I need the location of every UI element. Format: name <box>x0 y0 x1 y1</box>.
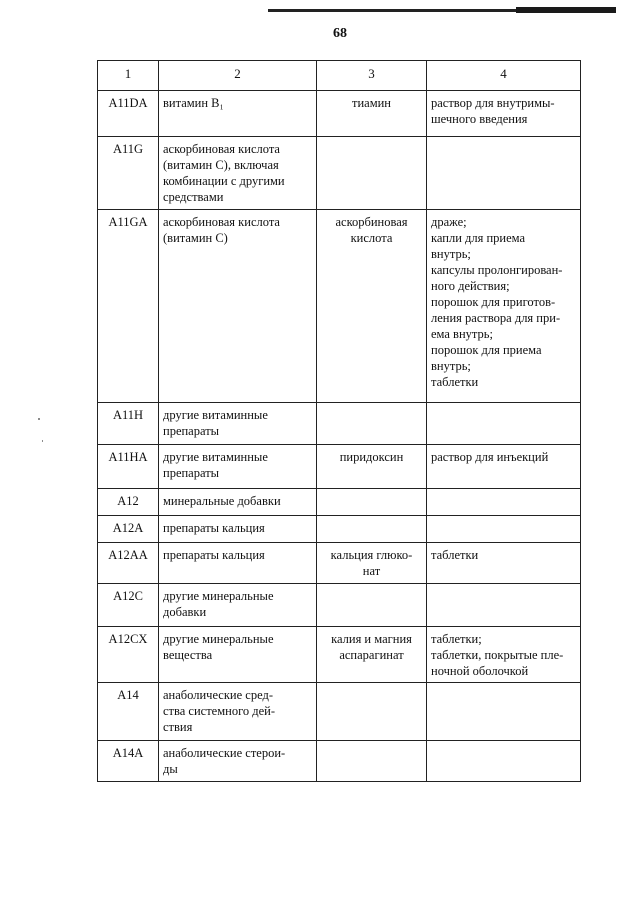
atc-code-cell: A12 <box>98 489 159 516</box>
dosage-form-cell-line: капли для приема <box>431 231 526 245</box>
dosage-form-cell-line: раствор для инъекций <box>431 450 549 464</box>
table-row <box>98 543 581 584</box>
substance-cell <box>317 403 427 445</box>
substance-cell-line: тиамин <box>352 96 391 110</box>
dosage-form-cell <box>427 741 581 782</box>
dosage-form-cell-line: таблетки <box>431 548 479 562</box>
table-row <box>98 445 581 489</box>
group-name-cell <box>159 210 317 403</box>
group-name-cell-line: препараты <box>163 424 220 438</box>
group-name-cell-line: препараты кальция <box>163 548 265 562</box>
dosage-form-cell-line: драже; <box>431 215 467 229</box>
dosage-form-cell-line: таблетки <box>431 375 479 389</box>
substance-cell <box>317 741 427 782</box>
group-name-cell <box>159 584 317 627</box>
header-cell-3: 3 <box>317 61 427 91</box>
dosage-form-cell <box>427 683 581 741</box>
dosage-form-cell <box>427 91 581 137</box>
dosage-form-cell-line: внутрь; <box>431 247 471 261</box>
atc-code-cell: A12A <box>98 516 159 543</box>
table-row <box>98 91 581 137</box>
dosage-form-cell-line: порошок для приготов- <box>431 295 556 309</box>
table-body <box>98 61 581 782</box>
group-name-cell-line: ды <box>163 762 178 776</box>
dosage-form-cell-line: порошок для приема <box>431 343 542 357</box>
header-row <box>98 61 581 91</box>
substance-cell <box>317 683 427 741</box>
atc-code-cell: A14 <box>98 683 159 741</box>
atc-code-cell: A12C <box>98 584 159 627</box>
table-row <box>98 489 581 516</box>
atc-code-cell: A11DA <box>98 91 159 137</box>
substance-cell <box>317 584 427 627</box>
dosage-form-cell <box>427 210 581 403</box>
group-name-cell-line: анаболические стерои- <box>163 746 286 760</box>
atc-code-cell: A11GA <box>98 210 159 403</box>
drug-table <box>97 60 581 782</box>
header-cell-1: 1 <box>98 61 159 91</box>
group-name-cell-line: анаболические сред- <box>163 688 273 702</box>
substance-cell-line: аспарагинат <box>339 648 404 662</box>
substance-cell-line: кальция глюко- <box>330 548 413 562</box>
group-name-cell-line: другие минеральные <box>163 632 274 646</box>
table-row <box>98 627 581 683</box>
table-row <box>98 210 581 403</box>
atc-code-cell: A11H <box>98 403 159 445</box>
atc-code-cell: A12CX <box>98 627 159 683</box>
substance-cell <box>317 489 427 516</box>
group-name-cell <box>159 445 317 489</box>
group-name-cell-line: ства системного дей- <box>163 704 276 718</box>
dosage-form-cell-line: таблетки, покрытые пле- <box>431 648 564 662</box>
substance-cell <box>317 445 427 489</box>
group-name-cell-line: другие витаминные <box>163 408 268 422</box>
substance-cell <box>317 210 427 403</box>
dosage-form-cell-line: ного действия; <box>431 279 510 293</box>
group-name-cell-line: другие витаминные <box>163 450 268 464</box>
substance-cell <box>317 627 427 683</box>
group-name-cell-line: добавки <box>163 605 207 619</box>
dosage-form-cell-line: шечного введения <box>431 112 528 126</box>
substance-cell <box>317 91 427 137</box>
dosage-form-cell <box>427 445 581 489</box>
atc-code-cell: A11HA <box>98 445 159 489</box>
scan-speck <box>42 440 43 442</box>
group-name-cell-line: минеральные добавки <box>163 494 281 508</box>
dosage-form-cell-line: раствор для внутримы- <box>431 96 555 110</box>
table-row <box>98 403 581 445</box>
dosage-form-cell-line: ночной оболочкой <box>431 664 529 678</box>
substance-cell <box>317 137 427 210</box>
substance-cell-line: пиридоксин <box>339 450 404 464</box>
header-cell-4: 4 <box>427 61 581 91</box>
scan-speck <box>38 418 40 420</box>
group-name-cell-line: препараты кальция <box>163 521 265 535</box>
dosage-form-cell-line: ления раствора для при- <box>431 311 561 325</box>
group-name-cell <box>159 137 317 210</box>
group-name-cell <box>159 683 317 741</box>
dosage-form-cell-line: капсулы пролонгирован- <box>431 263 563 277</box>
dosage-form-cell <box>427 516 581 543</box>
substance-cell <box>317 543 427 584</box>
substance-cell <box>317 516 427 543</box>
substance-cell-line: нат <box>362 564 381 578</box>
table-row <box>98 137 581 210</box>
dosage-form-cell-line: ема внутрь; <box>431 327 493 341</box>
group-name-cell-line: (витамин С) <box>163 231 228 245</box>
substance-cell-line: калия и магния <box>331 632 412 646</box>
group-name-cell <box>159 741 317 782</box>
dosage-form-cell <box>427 584 581 627</box>
table-row <box>98 741 581 782</box>
dosage-form-cell <box>427 627 581 683</box>
dosage-form-cell <box>427 543 581 584</box>
group-name-cell-line: препараты <box>163 466 220 480</box>
substance-cell-line: кислота <box>350 231 393 245</box>
group-name-cell-line: витамин B₁ <box>163 96 224 110</box>
dosage-form-cell-line: таблетки; <box>431 632 482 646</box>
group-name-cell <box>159 403 317 445</box>
substance-cell-line: аскорбиновая <box>335 215 408 229</box>
group-name-cell-line: аскорбиновая кислота <box>163 215 280 229</box>
group-name-cell <box>159 627 317 683</box>
atc-code-cell: A11G <box>98 137 159 210</box>
group-name-cell-line: другие минеральные <box>163 589 274 603</box>
group-name-cell <box>159 516 317 543</box>
header-cell-2: 2 <box>159 61 317 91</box>
table-row <box>98 584 581 627</box>
dosage-form-cell <box>427 403 581 445</box>
group-name-cell-line: комбинации с другими <box>163 174 285 188</box>
page-number: 68 <box>333 26 347 41</box>
group-name-cell <box>159 91 317 137</box>
dosage-form-cell <box>427 489 581 516</box>
dosage-form-cell-line: внутрь; <box>431 359 471 373</box>
group-name-cell <box>159 489 317 516</box>
top-rule <box>268 9 616 12</box>
table-row <box>98 683 581 741</box>
atc-code-cell: A12AA <box>98 543 159 584</box>
group-name-cell-line: ствия <box>163 720 193 734</box>
group-name-cell-line: средствами <box>163 190 224 204</box>
group-name-cell-line: аскорбиновая кислота <box>163 142 280 156</box>
atc-code-cell: A14A <box>98 741 159 782</box>
table-row <box>98 516 581 543</box>
dosage-form-cell <box>427 137 581 210</box>
group-name-cell-line: (витамин С), включая <box>163 158 279 172</box>
group-name-cell-line: вещества <box>163 648 213 662</box>
group-name-cell <box>159 543 317 584</box>
